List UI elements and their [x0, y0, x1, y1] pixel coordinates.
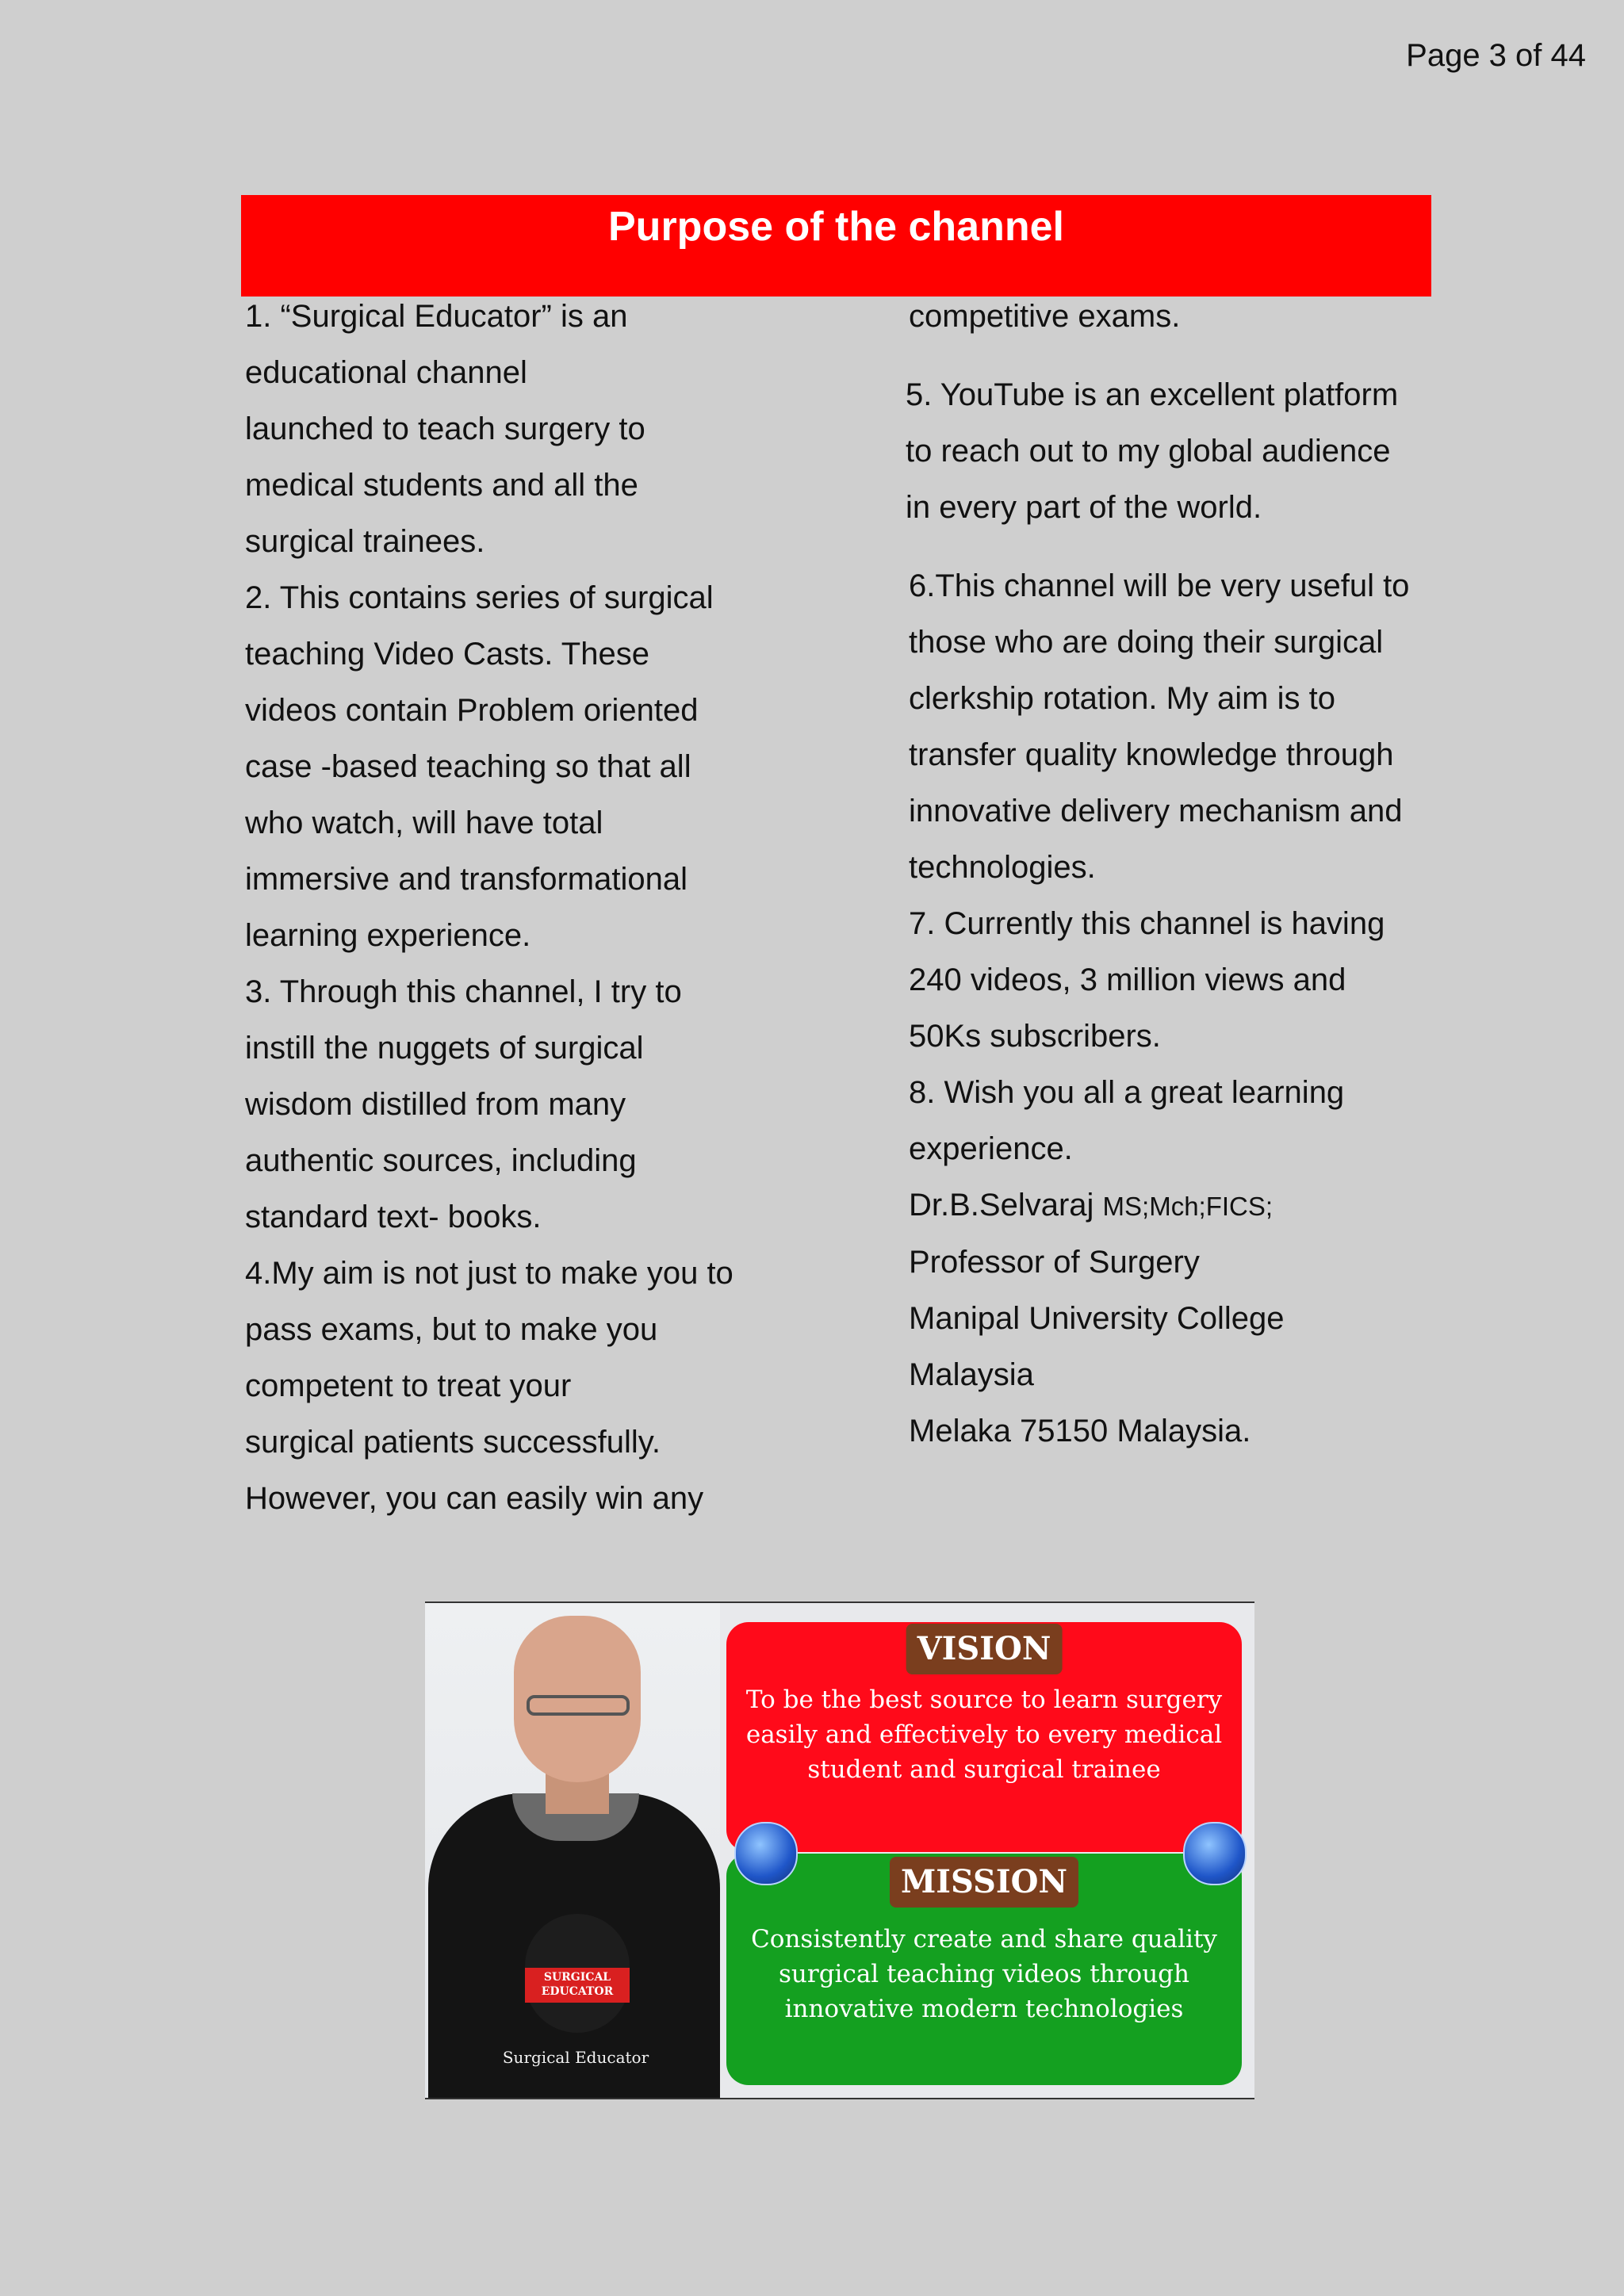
text-line: launched to teach surgery to [245, 411, 645, 446]
text-line: surgical patients successfully. [245, 1425, 661, 1460]
signature-line: Professor of Surgery [909, 1245, 1200, 1280]
signature-line: Melaka 75150 Malaysia. [909, 1414, 1251, 1448]
text-line: instill the nuggets of surgical [245, 1031, 644, 1066]
text-line: case -based teaching so that all [245, 749, 691, 784]
text-line: surgical trainees. [245, 524, 485, 559]
text-line: 1. “Surgical Educator” is an [245, 299, 628, 334]
text-line: in every part of the world. [906, 490, 1262, 525]
mission-panel [726, 1854, 1242, 2085]
badge-text: SURGICAL EDUCATOR [525, 1968, 630, 2003]
vision-heading: VISION [906, 1624, 1063, 1674]
vision-text: To be the best source to learn surgery easily and effectively to every medical student and surgical trainee [745, 1686, 1223, 1784]
point-5 [906, 367, 1448, 536]
title-banner [241, 195, 1431, 297]
page-number: Page 3 of 44 [1406, 38, 1586, 73]
vision-mission-image [425, 1601, 1254, 2099]
text-line: 4.My aim is not just to make you to [245, 1256, 733, 1291]
right-column [906, 289, 1448, 1460]
text-line: 7. Currently this channel is having [909, 906, 1385, 941]
text-line: who watch, will have total [245, 806, 603, 840]
badge-caption: Surgical Educator [502, 2048, 649, 2067]
text-line: clerkship rotation. My aim is to [909, 681, 1335, 716]
text-line: authentic sources, including [245, 1143, 637, 1178]
glasses-icon [527, 1695, 630, 1716]
text-line: 3. Through this channel, I try to [245, 974, 682, 1009]
text-line: those who are doing their surgical [909, 625, 1384, 660]
left-column [245, 289, 800, 1527]
text-line: medical students and all the [245, 468, 638, 503]
text-line: competitive exams. [909, 299, 1181, 334]
text-line: 2. This contains series of surgical [245, 580, 714, 615]
text-line: 5. YouTube is an excellent platform [906, 377, 1399, 412]
text-line: wisdom distilled from many [245, 1087, 626, 1122]
text-line: educational channel [245, 355, 527, 390]
author-degrees: MS;Mch;FICS; [1102, 1192, 1274, 1221]
text-line: to reach out to my global audience [906, 434, 1391, 469]
text-line: transfer quality knowledge through [909, 737, 1394, 772]
text-line: immersive and transformational [245, 862, 688, 897]
author-line [909, 1177, 1448, 1234]
text-line: 8. Wish you all a great learning [909, 1075, 1345, 1110]
mission-heading: MISSION [890, 1857, 1078, 1908]
text-line: competent to treat your [245, 1368, 572, 1403]
vision-panel [726, 1622, 1242, 1852]
author-photo [425, 1603, 720, 2098]
text-line: teaching Video Casts. These [245, 637, 649, 672]
text-line: learning experience. [245, 918, 531, 953]
signature-line: Manipal University College [909, 1301, 1285, 1336]
signature-line: Malaysia [909, 1357, 1034, 1392]
author-name: Dr.B.Selvaraj [909, 1188, 1094, 1223]
text-line: technologies. [909, 850, 1096, 885]
page-title: Purpose of the channel [608, 204, 1064, 250]
text-line: experience. [909, 1131, 1073, 1166]
text-line: 50Ks subscribers. [909, 1019, 1161, 1054]
text-line: videos contain Problem oriented [245, 693, 699, 728]
text-line: innovative delivery mechanism and [909, 794, 1403, 828]
globe-icon [734, 1822, 798, 1885]
text-line: standard text- books. [245, 1200, 542, 1234]
globe-icon [1183, 1822, 1247, 1885]
mission-text: Consistently create and share quality surgical teaching videos through innovative modern technologies [751, 1925, 1217, 2023]
text-line: 6.This channel will be very useful to [909, 568, 1410, 603]
text-line: 240 videos, 3 million views and [909, 962, 1346, 997]
text-line: However, you can easily win any [245, 1481, 704, 1516]
text-line: pass exams, but to make you [245, 1312, 658, 1347]
